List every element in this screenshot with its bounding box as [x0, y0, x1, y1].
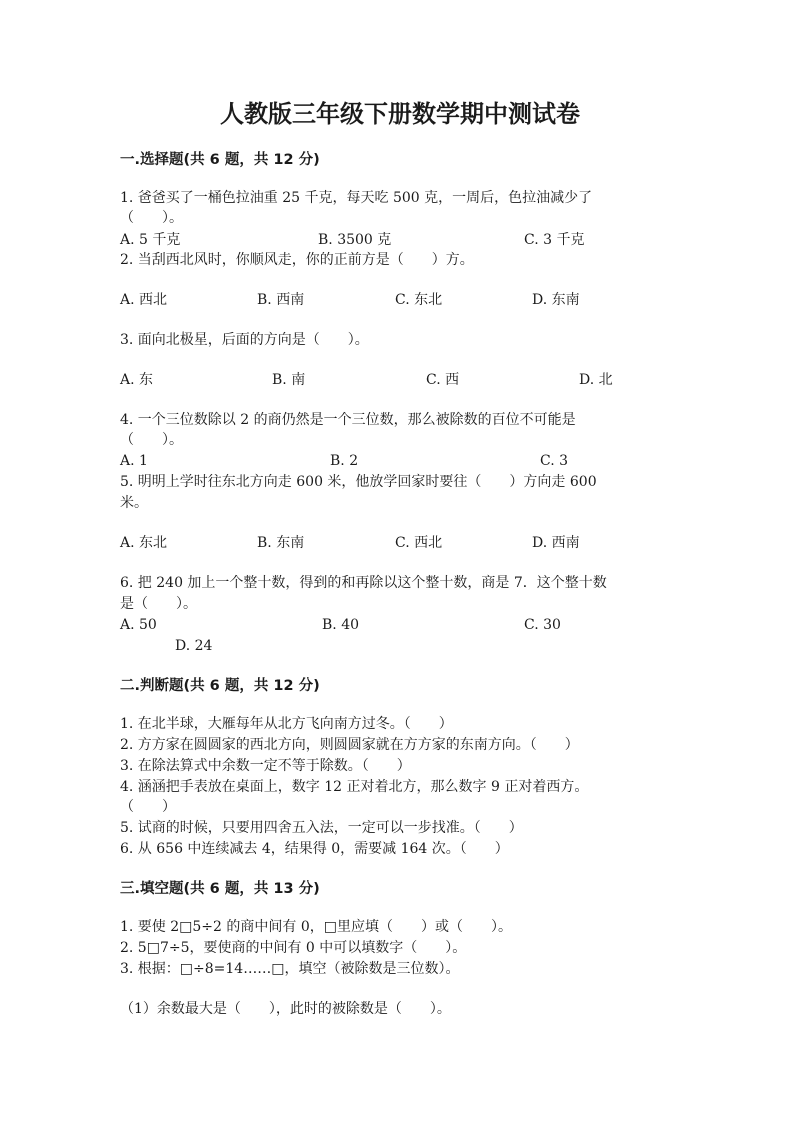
judgment-item-5: 5. 试商的时候，只要用四舍五入法，一定可以一步找准。（ ） [120, 820, 523, 836]
judgment-item-4: 4. 涵涵把手表放在桌面上，数字 12 正对着北方，那么数字 9 正对着西方。 [120, 779, 589, 795]
judgment-item-4-blank: （ ） [120, 799, 176, 815]
question-1-stem: （ ）。 [120, 210, 183, 226]
question-6-option-b: B. 40 [322, 617, 360, 633]
question-6-option-a: A. 50 [120, 617, 157, 633]
question-1-option-c: C. 3 千克 [524, 232, 585, 248]
question-5-stem: 5. 明明上学时往东北方向走 600 米，他放学回家时要往（ ）方向走 600 [120, 474, 597, 490]
judgment-item-2: 2. 方方家在圆圆家的西北方向，则圆圆家就在方方家的东南方向。（ ） [120, 737, 579, 753]
page-title: 人教版三年级下册数学期中测试卷 [220, 99, 580, 128]
question-3-option-b: B. 南 [272, 372, 306, 388]
question-4-stem: （ ）。 [120, 432, 183, 448]
question-3-option-a: A. 东 [120, 372, 154, 388]
question-2-option-d: D. 东南 [532, 292, 580, 308]
question-6-stem: 是（ ）。 [120, 596, 197, 612]
question-2-option-c: C. 东北 [395, 292, 443, 308]
section-heading-choice: 一.选择题(共 6 题，共 12 分) [120, 152, 320, 168]
question-5-option-b: B. 东南 [257, 535, 305, 551]
question-6-stem: 6. 把 240 加上一个整十数，得到的和再除以这个整十数，商是 7．这个整十数 [120, 575, 607, 591]
question-6-option-d: D. 24 [175, 638, 213, 654]
judgment-item-1: 1. 在北半球，大雁每年从北方飞向南方过冬。（ ） [120, 716, 453, 732]
question-2-option-a: A. 西北 [120, 292, 168, 308]
question-4-option-b: B. 2 [330, 453, 359, 469]
section-heading-judgment: 二.判断题(共 6 题，共 12 分) [120, 678, 320, 694]
judgment-item-6: 6. 从 656 中连续减去 4，结果得 0，需要减 164 次。（ ） [120, 841, 509, 857]
fill-item-1: 1. 要使 2□5÷2 的商中间有 0，□里应填（ ）或（ ）。 [120, 919, 512, 935]
question-5-option-d: D. 西南 [532, 535, 580, 551]
question-6-option-c: C. 30 [524, 617, 561, 633]
fill-item-2: 2. 5□7÷5，要使商的中间有 0 中可以填数字（ ）。 [120, 940, 467, 956]
question-1-option-a: A. 5 千克 [120, 232, 181, 248]
fill-item-3: 3. 根据：□÷8=14……□，填空（被除数是三位数）。 [120, 961, 460, 977]
question-3-stem: 3. 面向北极星，后面的方向是（ ）。 [120, 332, 369, 348]
question-5-stem: 米。 [120, 495, 148, 511]
question-5-option-c: C. 西北 [395, 535, 443, 551]
fill-item-3-sub-1: （1）余数最大是（ ），此时的被除数是（ ）。 [120, 1001, 451, 1017]
question-1-stem: 1. 爸爸买了一桶色拉油重 25 千克，每天吃 500 克，一周后，色拉油减少了 [120, 190, 593, 206]
judgment-item-3: 3. 在除法算式中余数一定不等于除数。（ ） [120, 758, 411, 774]
question-3-option-c: C. 西 [426, 372, 460, 388]
question-4-stem: 4. 一个三位数除以 2 的商仍然是一个三位数，那么被除数的百位不可能是 [120, 412, 576, 428]
question-4-option-c: C. 3 [540, 453, 569, 469]
question-2-stem: 2. 当刮西北风时，你顺风走，你的正前方是（ ）方。 [120, 252, 474, 268]
question-2-option-b: B. 西南 [257, 292, 305, 308]
question-3-option-d: D. 北 [579, 372, 613, 388]
question-5-option-a: A. 东北 [120, 535, 168, 551]
section-heading-fill: 三.填空题(共 6 题，共 13 分) [120, 881, 320, 897]
question-4-option-a: A. 1 [120, 453, 148, 469]
question-1-option-b: B. 3500 克 [318, 232, 392, 248]
